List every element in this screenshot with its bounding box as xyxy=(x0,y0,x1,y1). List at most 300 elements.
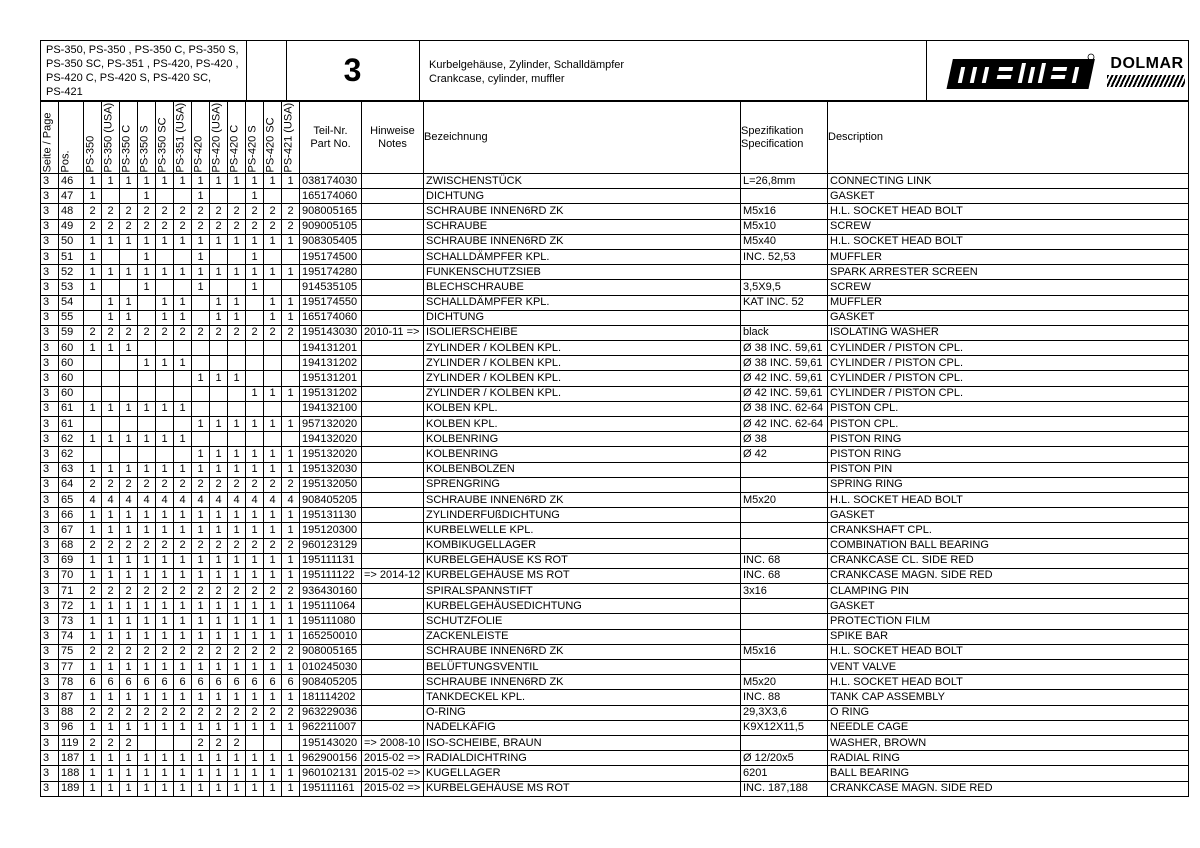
column-header-model: PS-420 SC xyxy=(264,102,282,174)
cell-quantity: 2 xyxy=(228,584,246,599)
cell-specification: Ø 38 INC. 59,61 xyxy=(741,341,828,356)
dolmar-stripes xyxy=(1107,75,1185,87)
cell-description: PISTON PIN xyxy=(828,462,1189,477)
cell-description: CYLINDER / PISTON CPL. xyxy=(828,356,1189,371)
cell-quantity: 1 xyxy=(192,568,210,583)
cell-quantity: 1 xyxy=(102,523,120,538)
cell-part-number: 195132020 xyxy=(300,447,362,462)
cell-page: 3 xyxy=(41,690,59,705)
cell-part-number: 194131202 xyxy=(300,356,362,371)
cell-quantity: 1 xyxy=(120,401,138,416)
table-row xyxy=(41,660,1189,675)
cell-notes xyxy=(362,690,424,705)
cell-quantity xyxy=(84,310,102,325)
cell-specification: black xyxy=(741,325,828,340)
cell-quantity: 1 xyxy=(102,781,120,796)
cell-specification: Ø 38 INC. 62-64 xyxy=(741,401,828,416)
cell-quantity: 2 xyxy=(264,644,282,659)
table-row xyxy=(41,705,1189,720)
cell-page: 3 xyxy=(41,295,59,310)
cell-part-number: 914535105 xyxy=(300,280,362,295)
cell-description: COMBINATION BALL BEARING xyxy=(828,538,1189,553)
cell-quantity: 4 xyxy=(156,492,174,507)
cell-quantity xyxy=(228,189,246,204)
table-row xyxy=(41,295,1189,310)
cell-description: GASKET xyxy=(828,310,1189,325)
cell-specification: 29,3X3,6 xyxy=(741,705,828,720)
cell-bezeichnung: ZYLINDER / KOLBEN KPL. xyxy=(424,341,741,356)
cell-quantity: 1 xyxy=(210,295,228,310)
cell-quantity: 1 xyxy=(84,234,102,249)
cell-quantity: 2 xyxy=(282,325,300,340)
cell-quantity: 1 xyxy=(192,781,210,796)
cell-quantity: 2 xyxy=(120,204,138,219)
cell-quantity: 2 xyxy=(282,477,300,492)
cell-quantity: 1 xyxy=(192,553,210,568)
cell-quantity: 1 xyxy=(264,310,282,325)
column-header-pos: Pos. xyxy=(59,102,84,174)
cell-notes xyxy=(362,629,424,644)
table-row xyxy=(41,735,1189,750)
cell-quantity: 1 xyxy=(192,417,210,432)
cell-specification xyxy=(741,735,828,750)
cell-quantity: 2 xyxy=(84,477,102,492)
cell-quantity: 1 xyxy=(156,629,174,644)
cell-page: 3 xyxy=(41,189,59,204)
cell-quantity: 1 xyxy=(264,614,282,629)
cell-bezeichnung: SCHRAUBE INNEN6RD ZK xyxy=(424,644,741,659)
cell-quantity xyxy=(84,386,102,401)
cell-quantity: 1 xyxy=(120,660,138,675)
cell-page: 3 xyxy=(41,553,59,568)
cell-quantity xyxy=(282,280,300,295)
table-row xyxy=(41,568,1189,583)
table-row xyxy=(41,508,1189,523)
cell-position: 52 xyxy=(59,265,84,280)
cell-description: GASKET xyxy=(828,599,1189,614)
cell-quantity: 1 xyxy=(138,614,156,629)
cell-quantity xyxy=(120,386,138,401)
cell-quantity: 1 xyxy=(156,599,174,614)
cell-quantity: 1 xyxy=(174,401,192,416)
cell-quantity: 2 xyxy=(156,584,174,599)
cell-quantity: 1 xyxy=(210,766,228,781)
cell-quantity: 1 xyxy=(156,265,174,280)
model-line: PS-421 xyxy=(46,86,83,98)
cell-notes xyxy=(362,174,424,189)
cell-quantity: 1 xyxy=(138,781,156,796)
cell-position: 188 xyxy=(59,766,84,781)
cell-quantity xyxy=(174,735,192,750)
cell-quantity: 1 xyxy=(102,508,120,523)
cell-quantity: 1 xyxy=(102,310,120,325)
cell-quantity: 2 xyxy=(120,219,138,234)
cell-position: 61 xyxy=(59,401,84,416)
parts-table-body xyxy=(41,174,1189,797)
cell-quantity: 2 xyxy=(84,584,102,599)
table-row xyxy=(41,720,1189,735)
cell-quantity: 1 xyxy=(138,690,156,705)
cell-part-number: 195131201 xyxy=(300,371,362,386)
cell-bezeichnung: KOMBIKUGELLAGER xyxy=(424,538,741,553)
cell-bezeichnung: KOLBENRING xyxy=(424,432,741,447)
cell-quantity xyxy=(264,280,282,295)
cell-quantity: 1 xyxy=(120,462,138,477)
cell-quantity: 1 xyxy=(246,280,264,295)
cell-quantity: 1 xyxy=(102,553,120,568)
cell-specification: M5x20 xyxy=(741,492,828,507)
cell-quantity: 1 xyxy=(84,462,102,477)
cell-quantity: 1 xyxy=(174,781,192,796)
cell-notes: => 2008-10 xyxy=(362,735,424,750)
cell-part-number: 957132020 xyxy=(300,417,362,432)
cell-quantity: 1 xyxy=(264,295,282,310)
cell-bezeichnung: ISO-SCHEIBE, BRAUN xyxy=(424,735,741,750)
cell-quantity: 1 xyxy=(156,523,174,538)
cell-quantity: 1 xyxy=(246,265,264,280)
cell-position: 78 xyxy=(59,675,84,690)
cell-quantity: 2 xyxy=(246,325,264,340)
cell-quantity xyxy=(210,189,228,204)
cell-quantity: 1 xyxy=(156,614,174,629)
cell-position: 55 xyxy=(59,310,84,325)
cell-quantity xyxy=(120,417,138,432)
cell-quantity: 6 xyxy=(264,675,282,690)
cell-quantity: 1 xyxy=(228,751,246,766)
cell-quantity: 1 xyxy=(264,751,282,766)
cell-part-number: 195111064 xyxy=(300,599,362,614)
cell-quantity xyxy=(156,280,174,295)
table-row xyxy=(41,356,1189,371)
cell-part-number: 936430160 xyxy=(300,584,362,599)
cell-notes xyxy=(362,599,424,614)
cell-quantity: 2 xyxy=(192,204,210,219)
cell-part-number: 195131130 xyxy=(300,508,362,523)
cell-quantity: 1 xyxy=(246,523,264,538)
cell-quantity: 1 xyxy=(228,720,246,735)
cell-quantity xyxy=(210,432,228,447)
cell-quantity: 1 xyxy=(246,781,264,796)
cell-position: 189 xyxy=(59,781,84,796)
cell-quantity: 1 xyxy=(282,386,300,401)
cell-quantity: 1 xyxy=(174,174,192,189)
cell-notes xyxy=(362,462,424,477)
table-row xyxy=(41,614,1189,629)
cell-specification: M5x10 xyxy=(741,219,828,234)
cell-specification: 6201 xyxy=(741,766,828,781)
cell-page: 3 xyxy=(41,386,59,401)
cell-quantity: 4 xyxy=(138,492,156,507)
cell-quantity: 1 xyxy=(174,265,192,280)
cell-quantity: 2 xyxy=(120,325,138,340)
cell-part-number: 195174500 xyxy=(300,249,362,264)
cell-quantity xyxy=(174,386,192,401)
cell-description: O RING xyxy=(828,705,1189,720)
cell-quantity: 1 xyxy=(138,568,156,583)
cell-quantity: 6 xyxy=(174,675,192,690)
cell-quantity: 1 xyxy=(246,553,264,568)
cell-part-number: 962900156 xyxy=(300,751,362,766)
cell-quantity: 2 xyxy=(210,705,228,720)
cell-quantity: 2 xyxy=(174,219,192,234)
cell-quantity: 1 xyxy=(102,720,120,735)
cell-quantity: 2 xyxy=(228,735,246,750)
cell-position: 53 xyxy=(59,280,84,295)
cell-position: 75 xyxy=(59,644,84,659)
cell-quantity xyxy=(102,386,120,401)
cell-quantity xyxy=(156,417,174,432)
cell-quantity xyxy=(156,371,174,386)
table-row xyxy=(41,690,1189,705)
cell-quantity: 1 xyxy=(156,553,174,568)
cell-position: 61 xyxy=(59,417,84,432)
dolmar-wordmark: DOLMAR xyxy=(1110,55,1184,72)
cell-quantity: 1 xyxy=(246,629,264,644)
column-header-specification: Spezifikation Specification xyxy=(741,102,828,174)
model-line: PS-350, PS-350 , PS-350 C, PS-350 S, xyxy=(46,44,239,56)
cell-quantity: 1 xyxy=(120,599,138,614)
cell-quantity: 2 xyxy=(156,538,174,553)
cell-quantity xyxy=(246,295,264,310)
cell-quantity: 1 xyxy=(192,249,210,264)
cell-bezeichnung: RADIALDICHTRING xyxy=(424,751,741,766)
dolmar-logo xyxy=(1107,55,1187,95)
cell-description: WASHER, BROWN xyxy=(828,735,1189,750)
cell-quantity: 1 xyxy=(192,234,210,249)
cell-quantity: 1 xyxy=(84,720,102,735)
table-row xyxy=(41,751,1189,766)
cell-quantity: 1 xyxy=(192,690,210,705)
cell-position: 47 xyxy=(59,189,84,204)
cell-quantity: 2 xyxy=(264,204,282,219)
cell-quantity: 1 xyxy=(138,766,156,781)
cell-quantity xyxy=(102,249,120,264)
cell-quantity: 4 xyxy=(282,492,300,507)
cell-quantity: 1 xyxy=(246,599,264,614)
table-row xyxy=(41,584,1189,599)
cell-quantity: 1 xyxy=(228,295,246,310)
cell-bezeichnung: KURBELGEHÄUSE MS ROT xyxy=(424,568,741,583)
cell-quantity: 1 xyxy=(192,447,210,462)
cell-specification: K9X12X11,5 xyxy=(741,720,828,735)
cell-position: 69 xyxy=(59,553,84,568)
cell-description: PISTON RING xyxy=(828,432,1189,447)
cell-description: PISTON CPL. xyxy=(828,401,1189,416)
cell-quantity: 2 xyxy=(120,538,138,553)
cell-quantity: 2 xyxy=(138,538,156,553)
cell-description: CLAMPING PIN xyxy=(828,584,1189,599)
cell-part-number: 195132050 xyxy=(300,477,362,492)
cell-bezeichnung: KOLBEN KPL. xyxy=(424,401,741,416)
cell-quantity: 1 xyxy=(138,401,156,416)
cell-quantity: 1 xyxy=(138,720,156,735)
cell-quantity: 2 xyxy=(174,204,192,219)
cell-page: 3 xyxy=(41,781,59,796)
cell-part-number: 194132020 xyxy=(300,432,362,447)
cell-quantity: 1 xyxy=(246,174,264,189)
cell-quantity xyxy=(84,417,102,432)
cell-quantity: 1 xyxy=(120,174,138,189)
cell-quantity: 1 xyxy=(156,310,174,325)
cell-quantity xyxy=(174,249,192,264)
cell-quantity: 1 xyxy=(174,614,192,629)
cell-position: 54 xyxy=(59,295,84,310)
cell-quantity: 1 xyxy=(228,781,246,796)
cell-quantity: 2 xyxy=(282,204,300,219)
cell-quantity: 1 xyxy=(102,432,120,447)
cell-quantity: 1 xyxy=(102,341,120,356)
cell-quantity: 1 xyxy=(264,417,282,432)
cell-bezeichnung: O-RING xyxy=(424,705,741,720)
cell-quantity: 4 xyxy=(102,492,120,507)
cell-quantity: 1 xyxy=(246,690,264,705)
cell-notes xyxy=(362,189,424,204)
cell-quantity: 1 xyxy=(138,234,156,249)
cell-quantity: 1 xyxy=(138,280,156,295)
cell-quantity: 1 xyxy=(138,174,156,189)
cell-quantity xyxy=(120,249,138,264)
cell-page: 3 xyxy=(41,204,59,219)
cell-quantity xyxy=(192,295,210,310)
cell-bezeichnung: TANKDECKEL KPL. xyxy=(424,690,741,705)
cell-quantity xyxy=(102,417,120,432)
cell-quantity: 1 xyxy=(282,508,300,523)
cell-description: CRANKCASE MAGN. SIDE RED xyxy=(828,781,1189,796)
cell-bezeichnung: ZYLINDER / KOLBEN KPL. xyxy=(424,356,741,371)
cell-quantity: 1 xyxy=(246,568,264,583)
cell-quantity xyxy=(138,735,156,750)
cell-notes xyxy=(362,477,424,492)
cell-quantity: 1 xyxy=(120,341,138,356)
cell-part-number: 195131202 xyxy=(300,386,362,401)
cell-quantity: 1 xyxy=(210,447,228,462)
cell-quantity: 2 xyxy=(228,477,246,492)
cell-quantity: 1 xyxy=(210,508,228,523)
cell-quantity: 1 xyxy=(282,553,300,568)
cell-page: 3 xyxy=(41,735,59,750)
table-row xyxy=(41,462,1189,477)
cell-quantity: 1 xyxy=(192,766,210,781)
cell-quantity xyxy=(228,341,246,356)
cell-quantity xyxy=(264,371,282,386)
cell-quantity: 1 xyxy=(210,553,228,568)
table-row xyxy=(41,417,1189,432)
cell-page: 3 xyxy=(41,310,59,325)
cell-quantity xyxy=(210,401,228,416)
cell-quantity xyxy=(192,432,210,447)
cell-page: 3 xyxy=(41,720,59,735)
cell-quantity xyxy=(174,371,192,386)
cell-quantity: 2 xyxy=(246,584,264,599)
cell-position: 51 xyxy=(59,249,84,264)
cell-quantity: 1 xyxy=(264,174,282,189)
cell-page: 3 xyxy=(41,705,59,720)
cell-notes xyxy=(362,417,424,432)
cell-quantity: 1 xyxy=(192,614,210,629)
cell-quantity: 2 xyxy=(84,325,102,340)
cell-quantity: 6 xyxy=(156,675,174,690)
cell-quantity: 1 xyxy=(102,174,120,189)
cell-quantity: 2 xyxy=(210,538,228,553)
cell-bezeichnung: KOLBENBOLZEN xyxy=(424,462,741,477)
cell-quantity xyxy=(192,386,210,401)
cell-quantity: 1 xyxy=(210,568,228,583)
cell-position: 74 xyxy=(59,629,84,644)
cell-quantity: 1 xyxy=(192,660,210,675)
cell-quantity xyxy=(192,310,210,325)
cell-quantity xyxy=(192,356,210,371)
cell-quantity: 1 xyxy=(282,234,300,249)
cell-part-number: 195132030 xyxy=(300,462,362,477)
cell-quantity: 1 xyxy=(228,614,246,629)
cell-position: 71 xyxy=(59,584,84,599)
cell-quantity: 1 xyxy=(174,295,192,310)
cell-position: 46 xyxy=(59,174,84,189)
cell-bezeichnung: SCHALLDÄMPFER KPL. xyxy=(424,295,741,310)
cell-page: 3 xyxy=(41,265,59,280)
cell-quantity: 1 xyxy=(174,462,192,477)
cell-quantity: 1 xyxy=(138,265,156,280)
cell-part-number: 963229036 xyxy=(300,705,362,720)
cell-quantity xyxy=(102,189,120,204)
cell-quantity xyxy=(246,371,264,386)
cell-quantity xyxy=(246,341,264,356)
cell-quantity: 1 xyxy=(156,295,174,310)
cell-specification: 3x16 xyxy=(741,584,828,599)
cell-quantity: 1 xyxy=(192,508,210,523)
cell-specification xyxy=(741,660,828,675)
cell-quantity: 1 xyxy=(192,751,210,766)
cell-quantity xyxy=(228,432,246,447)
cell-notes xyxy=(362,432,424,447)
cell-specification: 3,5X9,5 xyxy=(741,280,828,295)
cell-quantity: 1 xyxy=(84,265,102,280)
cell-quantity: 1 xyxy=(120,751,138,766)
page-header xyxy=(40,40,1189,101)
cell-quantity: 2 xyxy=(210,204,228,219)
cell-quantity: 1 xyxy=(174,660,192,675)
cell-specification: Ø 42 INC. 59,61 xyxy=(741,371,828,386)
cell-specification: Ø 38 xyxy=(741,432,828,447)
cell-quantity: 1 xyxy=(282,417,300,432)
cell-notes xyxy=(362,508,424,523)
cell-specification: INC. 68 xyxy=(741,568,828,583)
cell-quantity: 2 xyxy=(210,325,228,340)
cell-bezeichnung: SCHRAUBE xyxy=(424,219,741,234)
column-header-model: PS-350 S xyxy=(138,102,156,174)
cell-quantity: 2 xyxy=(192,325,210,340)
cell-part-number: 908405205 xyxy=(300,675,362,690)
cell-quantity: 1 xyxy=(282,690,300,705)
cell-quantity: 1 xyxy=(228,553,246,568)
cell-quantity: 2 xyxy=(282,705,300,720)
cell-quantity: 1 xyxy=(264,508,282,523)
cell-quantity: 2 xyxy=(102,204,120,219)
cell-quantity xyxy=(156,735,174,750)
cell-quantity xyxy=(282,356,300,371)
cell-quantity: 2 xyxy=(84,705,102,720)
cell-quantity: 1 xyxy=(84,523,102,538)
cell-bezeichnung: BELÜFTUNGSVENTIL xyxy=(424,660,741,675)
cell-page: 3 xyxy=(41,341,59,356)
cell-position: 68 xyxy=(59,538,84,553)
column-header-model: PS-350 (USA) xyxy=(102,102,120,174)
cell-quantity xyxy=(138,386,156,401)
cell-specification: L=26,8mm xyxy=(741,174,828,189)
cell-quantity xyxy=(264,356,282,371)
cell-description: CRANKSHAFT CPL. xyxy=(828,523,1189,538)
table-row xyxy=(41,310,1189,325)
